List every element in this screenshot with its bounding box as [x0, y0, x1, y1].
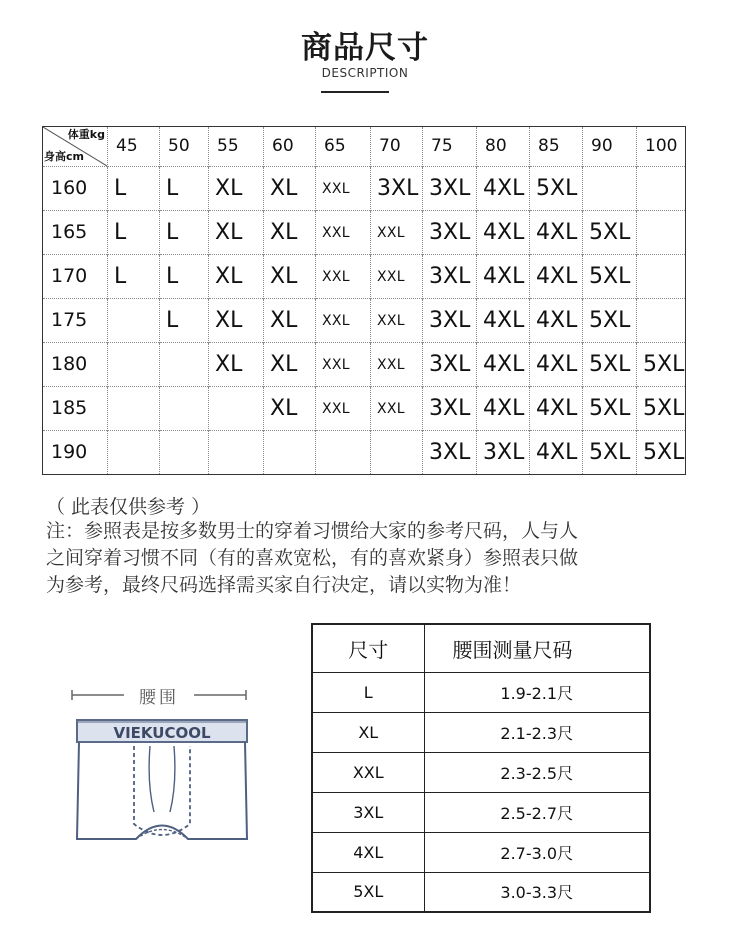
waist-row [312, 712, 650, 752]
size-cell [108, 387, 160, 431]
brand-label: VIEKUCOOL [113, 724, 211, 742]
size-cell: 4XL [477, 255, 530, 299]
height-cell: 185 [43, 387, 108, 431]
weight-header-cell: 45 [108, 127, 160, 167]
weight-axis-label: 体重kg [67, 128, 105, 141]
waist-size-table [311, 623, 651, 913]
size-cell: XXL [371, 299, 423, 343]
size-cell [160, 343, 209, 387]
size-cell [637, 299, 686, 343]
size-cell [108, 299, 160, 343]
size-cell [108, 431, 160, 475]
size-cell: XL [209, 255, 264, 299]
size-cell: 5XL [583, 299, 637, 343]
height-cell: 175 [43, 299, 108, 343]
size-cell: 3XL [371, 167, 423, 211]
size-row [43, 211, 686, 255]
waist-measure-cell: 2.3-2.5尺 [424, 752, 650, 792]
weight-header-cell: 75 [423, 127, 477, 167]
size-cell: XXL [316, 211, 371, 255]
waist-size-cell: L [312, 672, 424, 712]
size-row [43, 431, 686, 475]
height-axis-label: 身高cm [44, 150, 84, 163]
waist-label: 腰围 [139, 688, 179, 708]
size-cell: 5XL [583, 211, 637, 255]
size-cell [264, 431, 316, 475]
size-cell: 3XL [423, 255, 477, 299]
size-cell: 3XL [423, 387, 477, 431]
size-cell: 3XL [423, 167, 477, 211]
waist-size-cell: XXL [312, 752, 424, 792]
height-cell: 180 [43, 343, 108, 387]
waist-header-row [312, 624, 650, 672]
size-cell: XL [264, 211, 316, 255]
size-cell: XXL [371, 343, 423, 387]
weight-header-cell: 100 [637, 127, 686, 167]
size-cell: XL [264, 387, 316, 431]
height-cell: 165 [43, 211, 108, 255]
size-cell: L [160, 167, 209, 211]
size-cell: 4XL [530, 211, 583, 255]
size-cell: XXL [371, 255, 423, 299]
weight-header-cell: 55 [209, 127, 264, 167]
weight-header-cell: 80 [477, 127, 530, 167]
size-cell: XXL [316, 255, 371, 299]
size-cell [160, 387, 209, 431]
page-title: 商品尺寸 [301, 30, 429, 66]
size-cell: 4XL [477, 299, 530, 343]
waist-size-cell: 3XL [312, 792, 424, 832]
weight-header-cell: 60 [264, 127, 316, 167]
waist-column-header: 腰围测量尺码 [424, 624, 650, 672]
size-cell: 4XL [477, 387, 530, 431]
size-cell: 4XL [477, 211, 530, 255]
waist-measure-cell: 2.7-3.0尺 [424, 832, 650, 872]
size-cell: XL [264, 255, 316, 299]
size-cell: 3XL [423, 431, 477, 475]
size-cell: 4XL [530, 299, 583, 343]
size-cell [209, 387, 264, 431]
waist-measure-cell: 2.1-2.3尺 [424, 712, 650, 752]
size-cell [371, 431, 423, 475]
height-cell: 160 [43, 167, 108, 211]
size-cell: XXL [316, 299, 371, 343]
size-cell: 4XL [530, 431, 583, 475]
size-cell: 3XL [477, 431, 530, 475]
size-cell: 4XL [530, 343, 583, 387]
size-cell: XXL [316, 387, 371, 431]
size-cell: XL [209, 211, 264, 255]
size-cell: XL [209, 167, 264, 211]
note-line: 为参考，最终尺码选择需买家自行决定，请以实物为准！ [46, 574, 522, 596]
size-cell: XXL [316, 167, 371, 211]
weight-header-row [43, 127, 686, 167]
size-cell: 3XL [423, 211, 477, 255]
size-cell: XL [209, 299, 264, 343]
size-row [43, 167, 686, 211]
page-subtitle: DESCRIPTION [321, 66, 409, 80]
waist-row [312, 672, 650, 712]
size-cell: L [160, 299, 209, 343]
size-cell: 5XL [583, 343, 637, 387]
size-cell [160, 431, 209, 475]
corner-cell [43, 127, 108, 167]
size-cell [108, 343, 160, 387]
size-row [43, 299, 686, 343]
size-cell: L [108, 255, 160, 299]
waist-measure-cell: 3.0-3.3尺 [424, 872, 650, 912]
size-cell: XL [264, 167, 316, 211]
size-cell: XXL [371, 211, 423, 255]
size-notes [46, 518, 702, 599]
reference-note: （ 此表仅供参考 ） [46, 496, 211, 518]
underwear-illustration [62, 684, 262, 854]
size-cell [637, 255, 686, 299]
size-cell [209, 431, 264, 475]
waist-size-cell: 5XL [312, 872, 424, 912]
size-chart-table [42, 126, 686, 475]
size-cell: L [108, 167, 160, 211]
size-cell: 3XL [423, 299, 477, 343]
weight-header-cell: 50 [160, 127, 209, 167]
size-row [43, 343, 686, 387]
height-cell: 190 [43, 431, 108, 475]
note-line: 之间穿着习惯不同（有的喜欢宽松，有的喜欢紧身）参照表只做 [46, 547, 579, 569]
size-cell: 5XL [583, 387, 637, 431]
size-cell: 5XL [530, 167, 583, 211]
size-cell: 5XL [637, 431, 686, 475]
waist-size-cell: 4XL [312, 832, 424, 872]
size-cell: 4XL [477, 167, 530, 211]
size-cell: XXL [371, 387, 423, 431]
size-cell [637, 211, 686, 255]
waist-row [312, 792, 650, 832]
height-cell: 170 [43, 255, 108, 299]
waist-measure-cell: 2.5-2.7尺 [424, 792, 650, 832]
size-cell: XL [264, 343, 316, 387]
title-underline [321, 91, 389, 93]
size-cell: XL [209, 343, 264, 387]
size-cell: XXL [316, 343, 371, 387]
waist-row [312, 872, 650, 912]
size-row [43, 255, 686, 299]
size-cell: 5XL [637, 387, 686, 431]
waist-row [312, 752, 650, 792]
size-cell [583, 167, 637, 211]
size-cell [637, 167, 686, 211]
waist-size-cell: XL [312, 712, 424, 752]
size-cell: 3XL [423, 343, 477, 387]
weight-header-cell: 65 [316, 127, 371, 167]
size-cell [316, 431, 371, 475]
weight-header-cell: 85 [530, 127, 583, 167]
size-cell: L [108, 211, 160, 255]
size-cell: 4XL [530, 387, 583, 431]
size-row [43, 387, 686, 431]
waist-row [312, 832, 650, 872]
weight-header-cell: 70 [371, 127, 423, 167]
size-cell: 4XL [477, 343, 530, 387]
note-line: 注：参照表是按多数男士的穿着习惯给大家的参考尺码，人与人 [46, 520, 579, 542]
size-column-header: 尺寸 [312, 624, 424, 672]
size-cell: 5XL [583, 255, 637, 299]
size-cell: 5XL [583, 431, 637, 475]
size-cell: 4XL [530, 255, 583, 299]
size-cell: L [160, 255, 209, 299]
size-cell: L [160, 211, 209, 255]
weight-header-cell: 90 [583, 127, 637, 167]
size-cell: 5XL [637, 343, 686, 387]
waist-measure-cell: 1.9-2.1尺 [424, 672, 650, 712]
size-cell: XL [264, 299, 316, 343]
